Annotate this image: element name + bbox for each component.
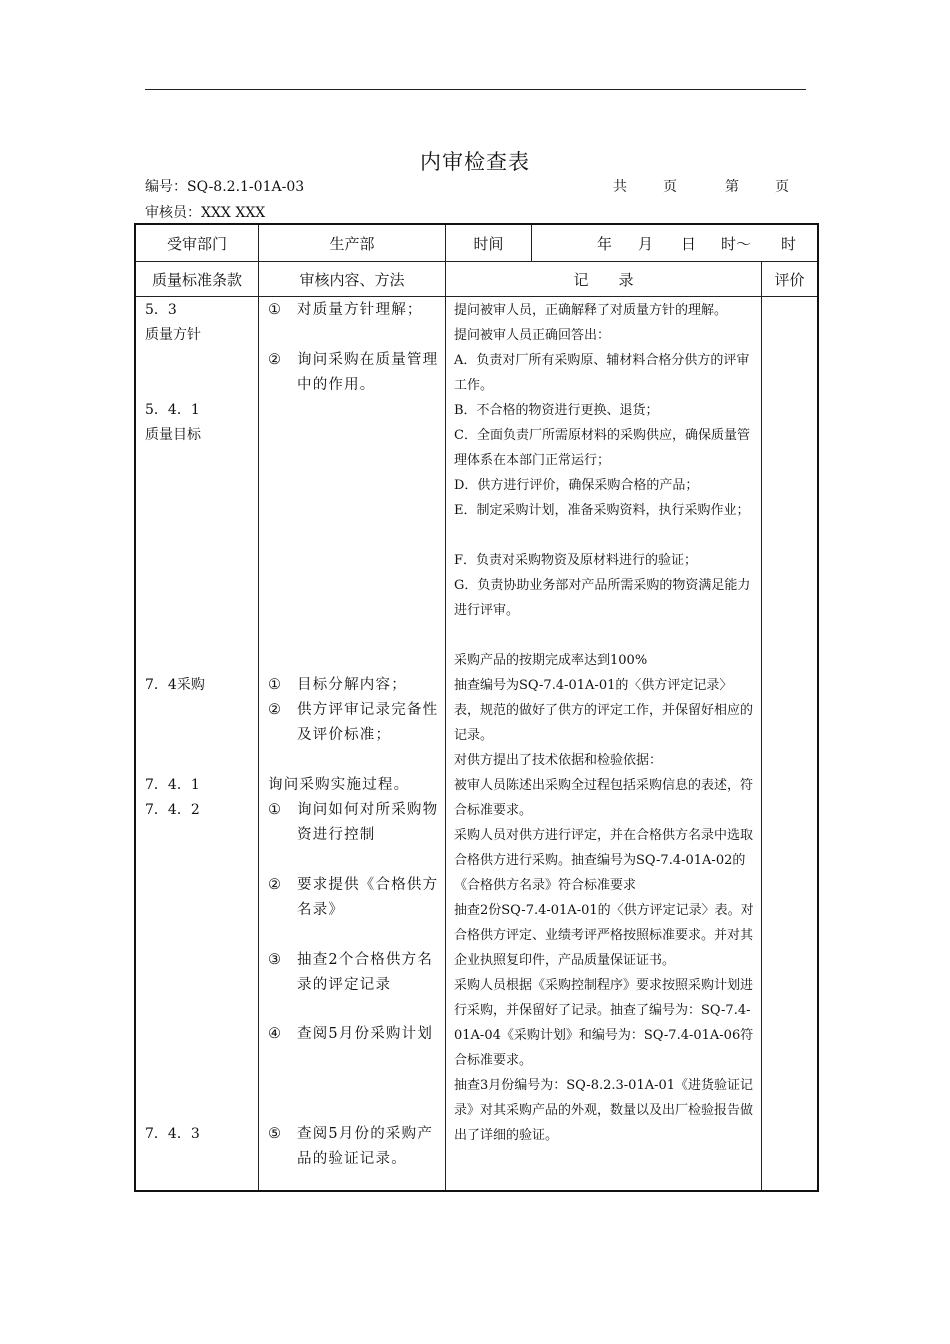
dept-label: 受审部门 bbox=[166, 235, 227, 253]
clause-7-4-3 bbox=[145, 1122, 245, 1147]
dept-value: 生产部 bbox=[329, 235, 375, 253]
clause-5-3 bbox=[145, 298, 245, 348]
clause-number: 7．4．3 bbox=[145, 1126, 200, 1142]
column-divider bbox=[761, 262, 762, 1190]
item-number: ④ bbox=[268, 1026, 281, 1042]
item-text: 查阅5月份采购计划 bbox=[297, 1026, 434, 1042]
record-text: A．负责对厂所有采购原、辅材料合格分供方的评审工作。 bbox=[454, 353, 750, 393]
item-text: 对质量方针理解； bbox=[297, 302, 423, 318]
page-total-label: 共 bbox=[613, 179, 627, 195]
record-text: F．负责对采购物资及原材料进行的验证； bbox=[454, 553, 698, 568]
record-text: 提问被审人员正确回答出： bbox=[454, 328, 611, 343]
item-number: ① bbox=[268, 802, 281, 818]
page-info bbox=[613, 176, 789, 196]
item-number: ⑤ bbox=[268, 1126, 281, 1142]
page-unit-label-2: 页 bbox=[775, 179, 789, 195]
clause-header: 质量标准条款 bbox=[151, 271, 242, 289]
item-text: 目标分解内容； bbox=[297, 677, 407, 693]
evaluation-header: 评价 bbox=[774, 271, 805, 289]
clause-7-4-1-2 bbox=[145, 773, 245, 823]
record-text: 对供方提出了技术依据和检验依据： bbox=[454, 753, 663, 768]
record-text: 提问被审人员，正确解释了对质量方针的理解。 bbox=[454, 303, 728, 318]
page-current-label: 第 bbox=[725, 179, 739, 195]
doc-number: 编号：SQ-8.2.1-01A-03 bbox=[145, 179, 305, 195]
item-number: ② bbox=[268, 352, 281, 368]
record-text: C．全面负责厂所需原材料的采购供应，确保质量管理体系在本部门正常运行； bbox=[454, 428, 750, 468]
time-day: 日 bbox=[681, 235, 697, 253]
clause-title: 质量方针 bbox=[145, 327, 201, 343]
column-divider bbox=[445, 225, 446, 1190]
item-number: ③ bbox=[268, 952, 281, 968]
record-text: 抽查2份SQ-7.4-01A-01的〈供方评定记录〉表。对合格供方评定、业绩考评严格按照标准要求。并对其企业执照复印件，产品质量保证证书。 bbox=[454, 903, 754, 968]
header-rule bbox=[145, 89, 806, 90]
document-title: 内审检查表 bbox=[420, 150, 530, 174]
time-hour-from: 时～ bbox=[721, 235, 752, 253]
clause-number: 5．3 bbox=[145, 302, 177, 318]
item-text: 询问采购在质量管理中的作用。 bbox=[297, 352, 439, 393]
clause-title: 质量目标 bbox=[145, 427, 201, 443]
table-divider bbox=[136, 261, 817, 262]
item-text: 询问如何对所采购物资进行控制 bbox=[297, 802, 439, 843]
item-number: ① bbox=[268, 677, 281, 693]
record-text: 采购人员根据《采购控制程序》要求按照采购计划进行采购，并保留好了记录。抽查了编号为：SQ-7.4-01A-04《采购计划》和编号为：SQ-7.4-01A-06符合标准要求。 bbox=[454, 978, 754, 1068]
auditor: 审核员：XXX XXX bbox=[145, 205, 266, 221]
record-text: 采购人员对供方进行评定，并在合格供方名录中选取合格供方进行采购。抽查编号为SQ-7.4-01A-02的《合格供方名录》符合标准要求 bbox=[454, 828, 754, 893]
clause-7-4 bbox=[145, 673, 245, 698]
time-month: 月 bbox=[638, 235, 654, 253]
item-number: ② bbox=[268, 877, 281, 893]
clause-number: 7．4．1 bbox=[145, 777, 200, 793]
time-year: 年 bbox=[597, 235, 613, 253]
time-label: 时间 bbox=[473, 235, 504, 253]
record-header: 记 录 bbox=[573, 271, 634, 289]
item-text: 查阅5月份的采购产品的验证记录。 bbox=[297, 1126, 434, 1167]
record-text: 抽查3月份编号为：SQ-8.2.3-01A-01《进货验证记录》对其采购产品的外观，数量以及出厂检验报告做出了详细的验证。 bbox=[454, 1078, 754, 1143]
column-divider bbox=[258, 225, 259, 1190]
item-text: 要求提供《合格供方名录》 bbox=[297, 877, 439, 918]
clause-number: 7．4．2 bbox=[145, 802, 200, 818]
clause-5-4-1 bbox=[145, 398, 245, 448]
item-number: ① bbox=[268, 302, 281, 318]
table-divider bbox=[136, 296, 817, 297]
item-text: 供方评审记录完备性及评价标准； bbox=[297, 702, 439, 743]
record-text: D．供方进行评价，确保采购合格的产品； bbox=[454, 478, 699, 493]
clause-title: 7．4采购 bbox=[145, 677, 205, 693]
item-number: ② bbox=[268, 702, 281, 718]
content-header: 审核内容、方法 bbox=[299, 271, 405, 289]
time-hour-to: 时 bbox=[781, 235, 797, 253]
clause-number: 5．4．1 bbox=[145, 402, 200, 418]
record-text: G．负责协助业务部对产品所需采购的物资满足能力进行评审。 bbox=[454, 578, 751, 618]
column-divider bbox=[531, 225, 532, 261]
page-unit-label: 页 bbox=[663, 179, 677, 195]
record-text: E．制定采购计划，准备采购资料，执行采购作业； bbox=[454, 503, 750, 518]
record-text: 抽查编号为SQ-7.4-01A-01的〈供方评定记录〉表，规范的做好了供方的评定工作，并保留好相应的记录。 bbox=[454, 678, 754, 743]
item-text: 抽查2个合格供方名录的评定记录 bbox=[297, 952, 434, 993]
record-text: B．不合格的物资进行更换、退货； bbox=[454, 403, 659, 418]
record-text: 被审人员陈述出采购全过程包括采购信息的表述，符合标准要求。 bbox=[454, 778, 754, 818]
item-text: 询问采购实施过程。 bbox=[268, 777, 410, 793]
record-text: 采购产品的按期完成率达到100% bbox=[454, 653, 648, 668]
